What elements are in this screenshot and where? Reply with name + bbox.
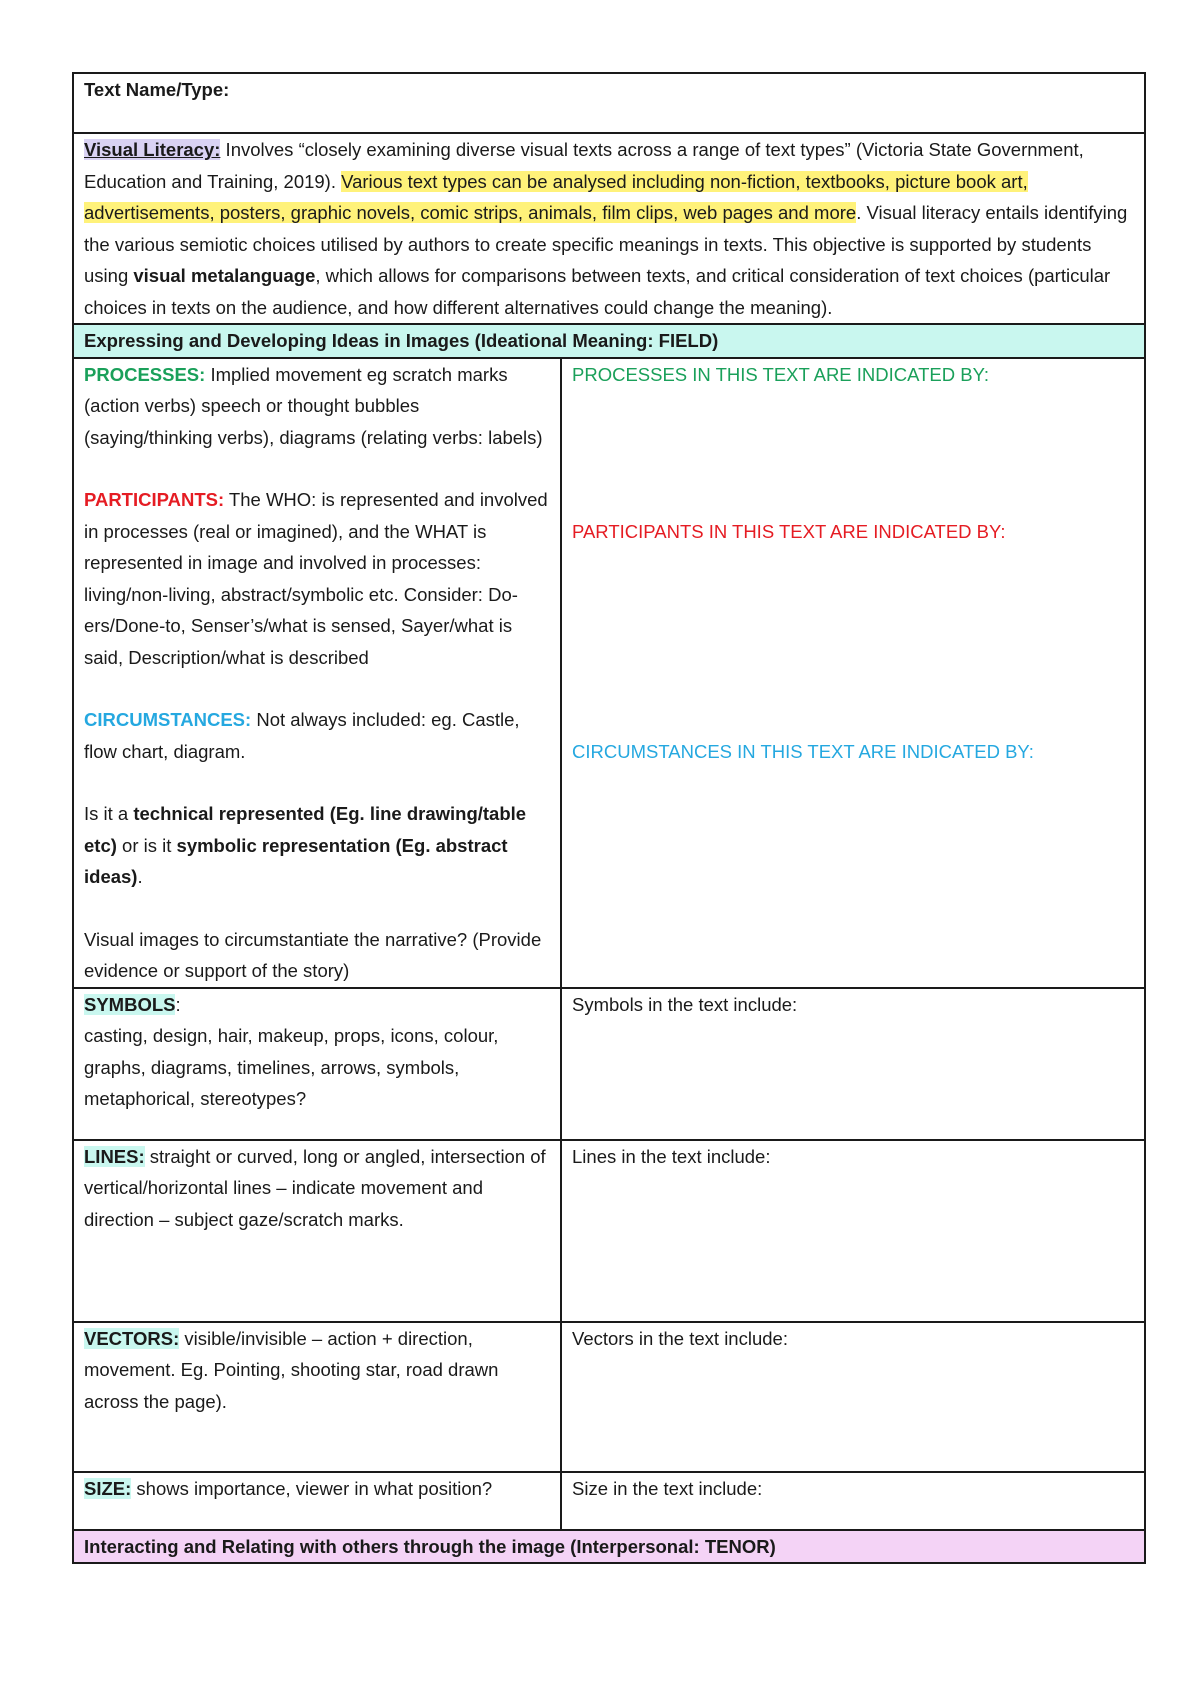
visual-literacy-cell (73, 133, 1145, 324)
lines-label: LINES: (84, 1145, 145, 1167)
circumstances-text: Not always included: eg. Castle, flow chart, diagram. (84, 709, 520, 762)
text-name-row (73, 73, 1145, 133)
circumstances-prompt (84, 704, 550, 767)
symbolic-bold: symbolic representation (Eg. abstract ideas) (84, 834, 508, 887)
visual-metalanguage-term: visual metalanguage (133, 265, 316, 286)
field-heading-row (73, 324, 1145, 358)
ideational-prompts-cell (73, 358, 561, 988)
document-page (72, 72, 1144, 1564)
field-heading: Expressing and Developing Ideas in Images (Ideational Meaning: FIELD) (84, 330, 719, 351)
lines-row (73, 1140, 1145, 1322)
participants-answer-label: PARTICIPANTS IN THIS TEXT ARE INDICATED BY: (572, 521, 1006, 542)
vectors-prompt-cell (73, 1322, 561, 1472)
vectors-prompt (84, 1323, 550, 1418)
visual-literacy-after: . Visual literacy entails identifying the various semiotic choices utilised by authors to create specific meanings in texts. This objective is supported by students using (84, 202, 1128, 286)
technical-mid: or is it (116, 834, 177, 856)
visual-literacy-term: Visual Literacy: (84, 139, 221, 160)
symbols-answer-cell[interactable] (561, 988, 1145, 1140)
technical-prompt (84, 798, 550, 893)
technical-end: . (137, 866, 143, 887)
technical-bold: technical represented (Eg. line drawing/table etc) (84, 803, 527, 856)
symbols-text: casting, design, hair, makeup, props, icons, colour, graphs, diagrams, timelines, arrows, symbols, metaphorical, stereotypes? (84, 1025, 499, 1109)
visual-literacy-row (73, 133, 1145, 324)
circumstances-label: CIRCUMSTANCES: (84, 709, 252, 730)
size-row (73, 1472, 1145, 1530)
vectors-label: VECTORS: (84, 1327, 180, 1349)
visual-literacy-ending: , which allows for comparisons between texts, and critical consideration of text choices (particular choices in texts on the audience, and how different alternatives could change the meaning). (84, 265, 1111, 318)
size-answer-label: Size in the text include: (572, 1477, 763, 1499)
vectors-row (73, 1322, 1145, 1472)
narrative-prompt: Visual images to circumstantiate the narrative? (Provide evidence or support of the story) (84, 928, 542, 981)
size-label: SIZE: (84, 1477, 132, 1499)
field-heading-cell (73, 324, 1145, 358)
symbols-row (73, 988, 1145, 1140)
symbols-colon: : (175, 993, 181, 1015)
circumstances-answer-label: CIRCUMSTANCES IN THIS TEXT ARE INDICATED BY: (572, 740, 1034, 762)
participants-label: PARTICIPANTS: (84, 489, 225, 510)
lines-prompt (84, 1141, 550, 1236)
tenor-heading-cell (73, 1530, 1145, 1564)
visual-literacy-table (72, 72, 1146, 1564)
size-prompt (84, 1473, 550, 1505)
lines-answer-cell[interactable] (561, 1140, 1145, 1322)
participants-text: The WHO: is represented and involved in processes (real or imagined), and the WHAT is represented in image and involved in processes: living/non-living, abstract/symbolic etc. Consider: Do-ers/Done-to, Senser’s/what is sensed, Sayer/what is said, Description/what is described (84, 489, 548, 668)
lines-text: straight or curved, long or angled, intersection of vertical/horizontal lines – indicate movement and direction – subject gaze/scratch marks. (84, 1145, 546, 1230)
size-text: shows importance, viewer in what position? (131, 1477, 493, 1499)
visual-literacy-sentence: Involves “closely examining diverse visual texts across a range of text types” (Victoria State Government, Education and Training, 2019). (84, 139, 1084, 192)
technical-intro: Is it a (84, 803, 134, 824)
vectors-answer-label: Vectors in the text include: (572, 1327, 788, 1349)
text-name-cell[interactable] (73, 73, 1145, 133)
text-types-highlight: Various text types can be analysed including non-fiction, textbooks, picture book art, advertisements, posters, graphic novels, comic strips, animals, film clips, web pages and more (84, 170, 1028, 223)
lines-prompt-cell (73, 1140, 561, 1322)
processes-label: PROCESSES: (84, 363, 206, 385)
processes-answer-label: PROCESSES IN THIS TEXT ARE INDICATED BY: (572, 363, 990, 385)
size-prompt-cell (73, 1472, 561, 1530)
symbols-label: SYMBOLS (84, 993, 176, 1015)
processes-prompt (84, 359, 550, 454)
vectors-text: visible/invisible – action + direction, movement. Eg. Pointing, shooting star, road drawn across the page). (84, 1327, 499, 1412)
text-name-label: Text Name/Type: (84, 79, 230, 100)
lines-answer-label: Lines in the text include: (572, 1145, 771, 1167)
size-answer-cell[interactable] (561, 1472, 1145, 1530)
tenor-heading-row (73, 1530, 1145, 1564)
symbols-answer-label: Symbols in the text include: (572, 993, 798, 1015)
tenor-heading: Interacting and Relating with others through the image (Interpersonal: TENOR) (84, 1535, 776, 1557)
ideational-answers-cell[interactable] (561, 358, 1145, 988)
symbols-label-line (84, 989, 550, 1021)
symbols-prompt-cell (73, 988, 561, 1140)
visual-literacy-paragraph (84, 134, 1134, 323)
ideational-row (73, 358, 1145, 988)
participants-prompt (84, 484, 550, 673)
vectors-answer-cell[interactable] (561, 1322, 1145, 1472)
processes-text: Implied movement eg scratch marks (action verbs) speech or thought bubbles (saying/thinking verbs), diagrams (relating verbs: labels) (84, 363, 543, 448)
